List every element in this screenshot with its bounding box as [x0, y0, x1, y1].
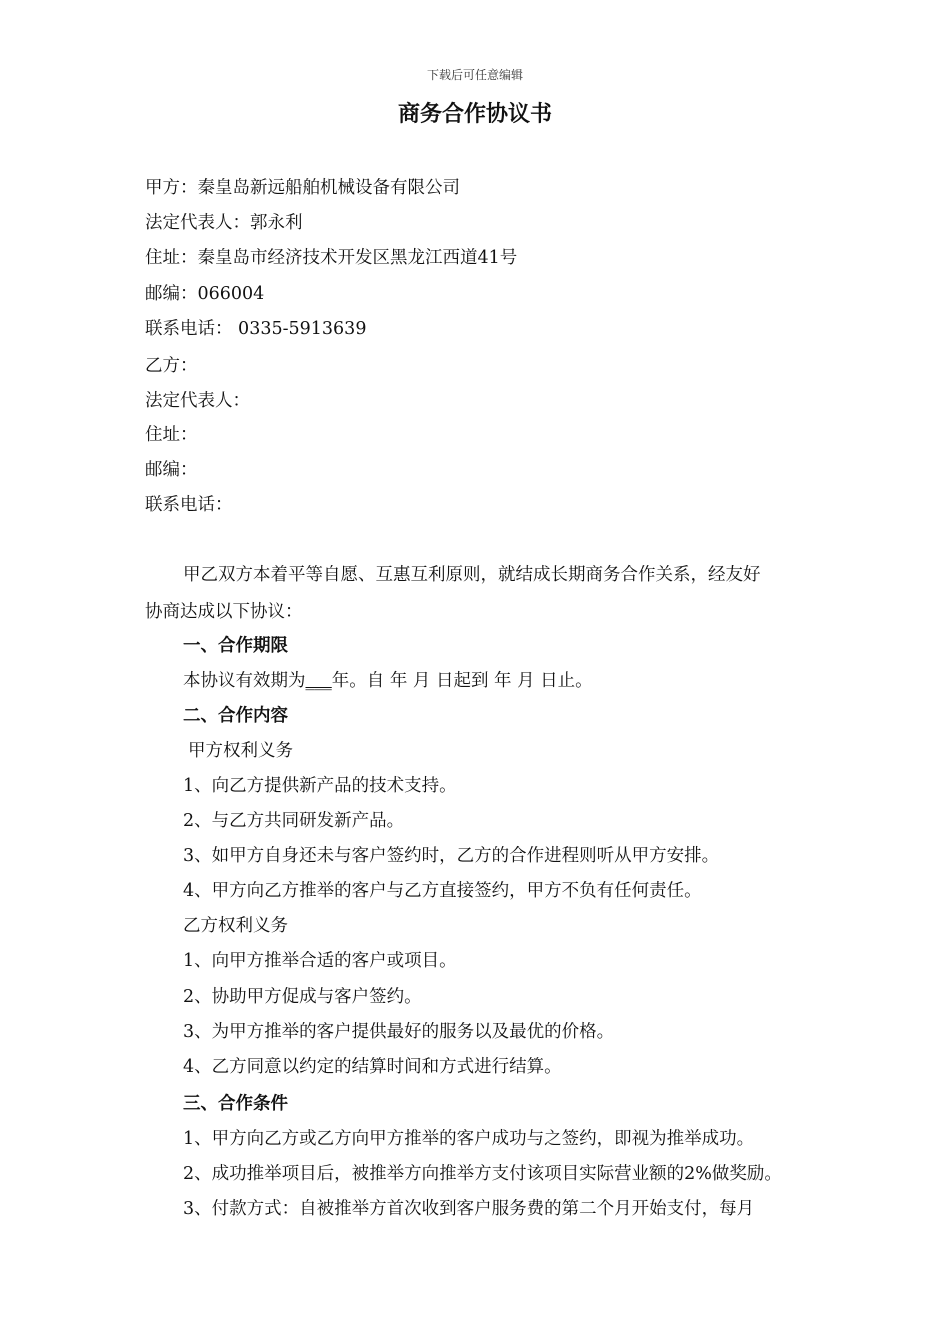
party-b-name: 乙方：	[145, 356, 198, 376]
section-1-text	[183, 667, 593, 692]
party-b-duty-item: 3、为甲方推举的客户提供最好的服务以及最优的价格。	[183, 1022, 615, 1042]
party-a-phone: 联系电话： 0335-5913639	[145, 319, 367, 339]
party-b-duties-heading: 乙方权利义务	[183, 916, 288, 936]
term-text-before: 本协议有效期为	[183, 671, 306, 691]
section-2-heading: 二、合作内容	[183, 706, 288, 726]
party-a-duty-item: 1、向乙方提供新产品的技术支持。	[183, 776, 457, 796]
intro-line-1: 甲乙双方本着平等自愿、互惠互利原则，就结成长期商务合作关系，经友好	[183, 565, 761, 585]
condition-item: 2、成功推举项目后，被推举方向推举方支付该项目实际营业额的2%做奖励。	[183, 1164, 782, 1184]
party-b-address: 住址：	[145, 425, 198, 445]
header-note: 下载后可任意编辑	[426, 68, 523, 82]
condition-item: 1、甲方向乙方或乙方向甲方推举的客户成功与之签约，即视为推举成功。	[183, 1129, 755, 1149]
party-a-duty-item: 4、甲方向乙方推举的客户与乙方直接签约，甲方不负有任何责任。	[183, 881, 702, 901]
term-text-after: 年。自 年 月 日起到 年 月 日止。	[331, 671, 593, 691]
party-b-phone: 联系电话：	[145, 495, 233, 515]
party-a-rep: 法定代表人：郭永利	[145, 213, 303, 233]
party-a-duty-item: 2、与乙方共同研发新产品。	[183, 811, 405, 831]
party-b-postcode: 邮编：	[145, 460, 198, 480]
party-b-duty-item: 2、协助甲方促成与客户签约。	[183, 987, 422, 1007]
party-a-duty-item: 3、如甲方自身还未与客户签约时，乙方的合作进程则听从甲方安排。	[183, 846, 720, 866]
party-b-duty-item: 1、向甲方推举合适的客户或项目。	[183, 951, 457, 971]
party-a-duties-heading: 甲方权利义务	[188, 741, 293, 761]
term-years-blank: ___	[305, 671, 332, 691]
party-a-address: 住址：秦皇岛市经济技术开发区黑龙江西道41号	[145, 248, 518, 268]
document-title: 商务合作协议书	[397, 101, 552, 127]
party-a-name: 甲方：秦皇岛新远船舶机械设备有限公司	[145, 178, 460, 198]
intro-line-2: 协商达成以下协议：	[145, 602, 303, 622]
party-b-rep: 法定代表人：	[145, 391, 250, 411]
section-1-heading: 一、合作期限	[183, 636, 288, 656]
party-a-postcode: 邮编：066004	[145, 284, 265, 304]
party-b-duty-item: 4、乙方同意以约定的结算时间和方式进行结算。	[183, 1057, 562, 1077]
condition-item: 3、付款方式：自被推举方首次收到客户服务费的第二个月开始支付，每月	[183, 1199, 755, 1219]
section-3-heading: 三、合作条件	[183, 1094, 288, 1114]
